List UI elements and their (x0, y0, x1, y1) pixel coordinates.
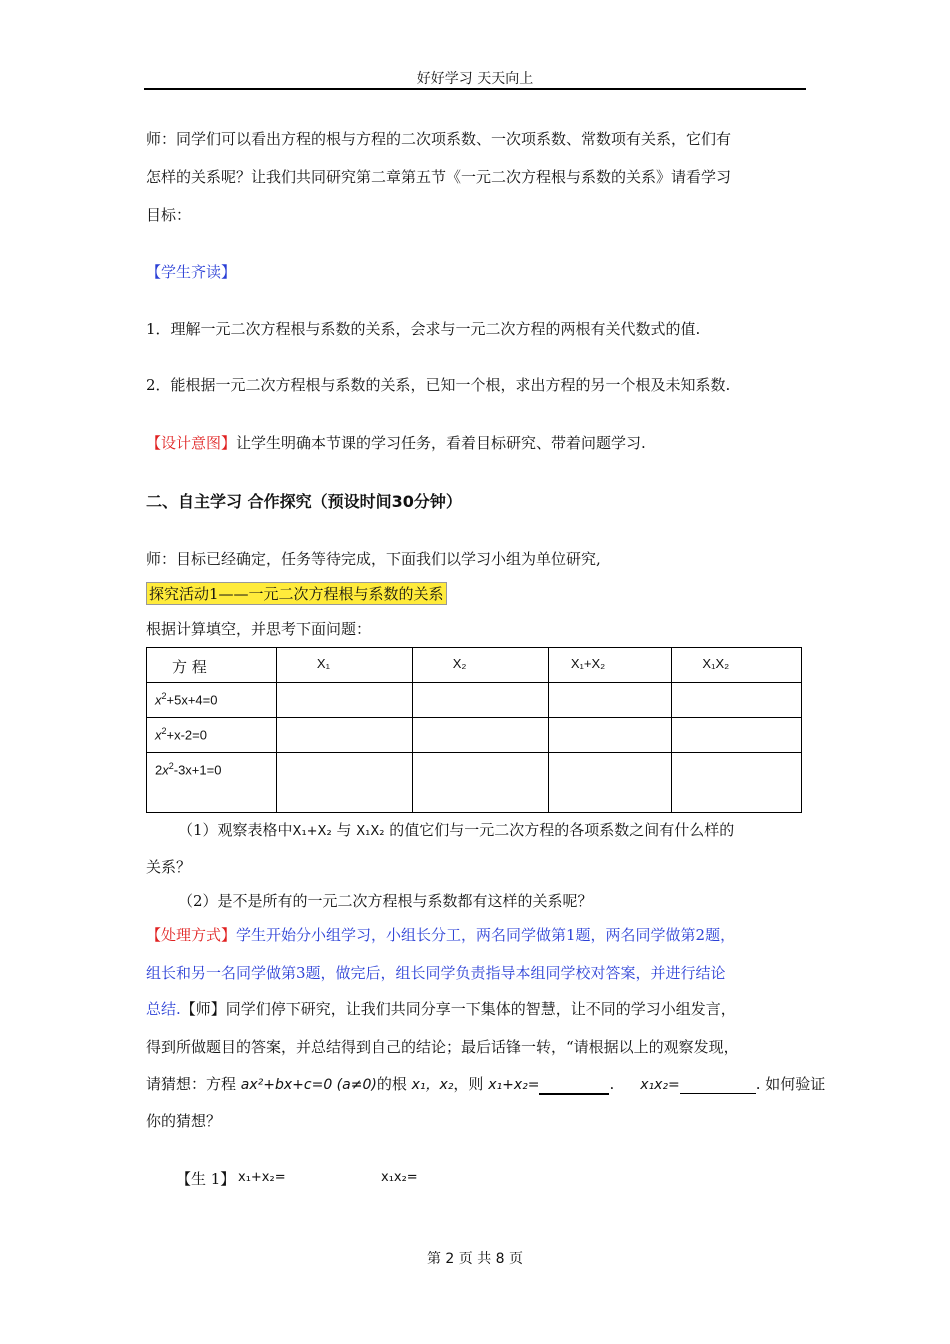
reading-tag: 【学生齐读】 (146, 263, 237, 281)
table-row (147, 683, 802, 718)
question-2: （2）是不是所有的一元二次方程根与系数都有这样的关系呢？ (178, 892, 593, 910)
page-footer: 第 2 页 共 8 页 (426, 1251, 524, 1267)
sum-cell[interactable] (548, 683, 672, 718)
header-x2: X₂ (412, 648, 548, 683)
question-1-cont: 关系？ (146, 858, 192, 876)
header-product: X₁X₂ (672, 648, 802, 683)
intro-line-3: 目标： (146, 206, 192, 224)
x2-cell[interactable] (412, 753, 548, 813)
table-row (147, 753, 802, 813)
equation-cell: $x^2+5x+4=0$ (147, 683, 277, 718)
guess-line: 请猜想：方程 ax²+bx+c=0 (a≠0)的根 x₁，x₂，则 x₁+x₂= . x₁x₂= . 如何验证 (146, 1075, 826, 1093)
header-x1: X₁ (276, 648, 412, 683)
header-equation: 方 程 (147, 648, 277, 683)
table-row (147, 718, 802, 753)
product-cell[interactable] (672, 718, 802, 753)
intro-line-2: 怎样的关系呢？让我们共同研究第二章第五节《一元二次方程根与系数的关系》请看学习 (146, 168, 732, 186)
design-intent (146, 432, 646, 453)
objective-1: 1．理解一元二次方程根与系数的关系，会求与一元二次方程的两根有关代数式的值. (146, 320, 701, 338)
guess-line-cont: 你的猜想？ (146, 1112, 222, 1130)
product-blank[interactable] (680, 1075, 756, 1094)
product-cell[interactable] (672, 753, 802, 813)
fill-instruction: 根据计算填空，并思考下面问题： (146, 620, 372, 638)
intro-line-1: 师：同学们可以看出方程的根与方程的二次项系数、一次项系数、常数项有关系，它们有 (146, 130, 732, 148)
header-divider (144, 88, 806, 90)
equation-cell: $2x^2-3x+1=0$ (147, 753, 277, 813)
table-header-row (147, 648, 802, 683)
sum-cell[interactable] (548, 718, 672, 753)
x2-cell[interactable] (412, 683, 548, 718)
activity-heading: 探究活动1——一元二次方程根与系数的关系 (146, 582, 447, 605)
student-1-sum: x₁+x₂= (238, 1170, 286, 1185)
x2-cell[interactable] (412, 718, 548, 753)
sum-cell[interactable] (548, 753, 672, 813)
student-1-product: x₁x₂= (381, 1170, 418, 1185)
page-header: 好好学习 天天向上 (416, 71, 534, 87)
question-1: （1）观察表格中X₁+X₂ 与 X₁X₂ 的值它们与一元二次方程的各项系数之间有什么样的 (178, 821, 735, 839)
product-cell[interactable] (672, 683, 802, 718)
roots-table (146, 647, 802, 813)
student-1-label: 【生 1】 (176, 1170, 236, 1188)
section-title: 二、自主学习 合作探究（预设时间30分钟） (146, 492, 462, 511)
process-line-2: 组长和另一名同学做第3题，做完后，组长同学负责指导本组同学校对答案，并进行结论 (146, 964, 726, 982)
sum-blank[interactable] (539, 1075, 609, 1095)
objective-2: 2．能根据一元二次方程根与系数的关系，已知一个根，求出方程的另一个根及未知系数. (146, 376, 731, 394)
x1-cell[interactable] (276, 753, 412, 813)
teacher-line: 师：目标已经确定，任务等待完成，下面我们以学习小组为单位研究, (146, 550, 601, 568)
design-text: 让学生明确本节课的学习任务，看着目标研究、带着问题学习. (236, 434, 646, 452)
process-line-1: 【处理方式】学生开始分小组学习，小组长分工，两名同学做第1题，两名同学做第2题， (146, 926, 736, 944)
process-line-3: 总结.【师】同学们停下研究，让我们共同分享一下集体的智慧，让不同的学习小组发言， (146, 1000, 736, 1018)
x1-cell[interactable] (276, 718, 412, 753)
equation-cell: $x^2+x-2=0$ (147, 718, 277, 753)
header-sum: X₁+X₂ (548, 648, 672, 683)
process-line-4: 得到所做题目的答案，并总结得到自己的结论；最后话锋一转，“请根据以上的观察发现， (146, 1038, 739, 1056)
process-tag: 【处理方式】 (146, 926, 237, 944)
design-tag: 【设计意图】 (146, 434, 237, 452)
x1-cell[interactable] (276, 683, 412, 718)
